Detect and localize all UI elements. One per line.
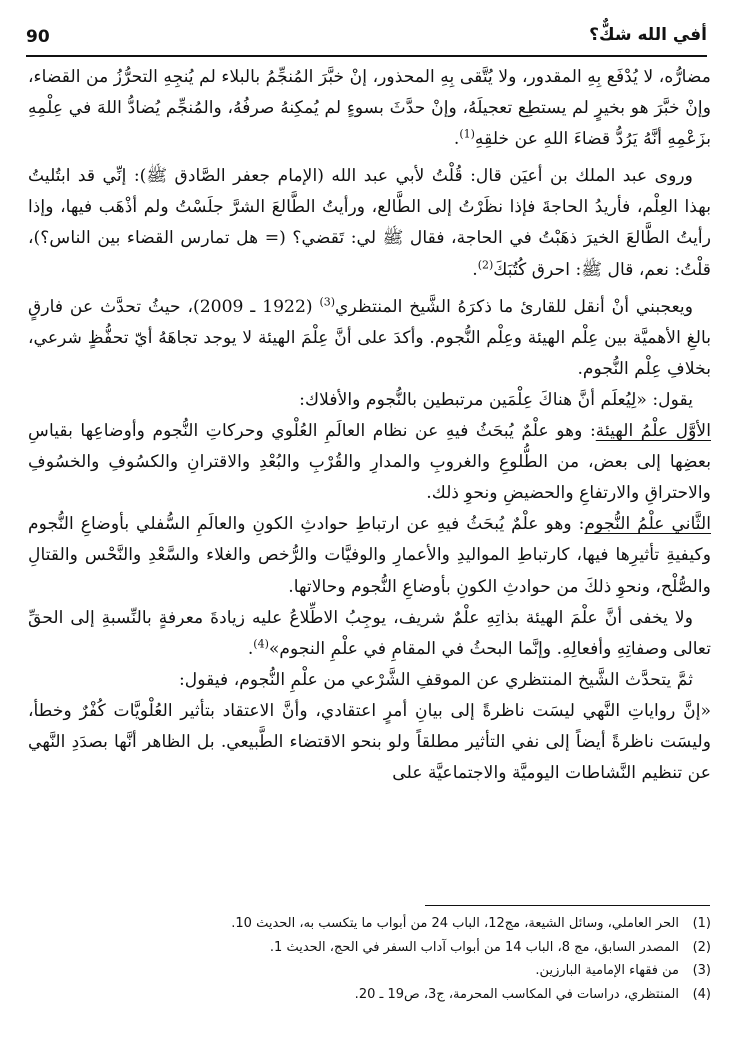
paragraph-3-text-b: (1922 ـ 2009)، حيثُ تحدَّث عن فارقٍ بالغِ الأهميَّة بين عِلْم الهيئة وعِلْم النُّجوم. وأكدَ على أنَّ عِلْمَ الهيئة لا يوجد تجاهَهُ أيّ تحفُّظٍ شرعي، بخلافِ عِلْم النُّجوم. (28, 296, 711, 379)
paragraph-4: يقول: «لِيُعلَم أنَّ هناكَ عِلْمَين مرتبطين بالنُّجوم والأفلاك: (299, 389, 693, 410)
paragraph-9: «إنَّ رواياتِ النَّهي ليسَت ناظرةً إلى بيانِ أمرٍ اعتقادي، وأنَّ الاعتقاد بتأثير العُلْويَّات كُفْرٌ وخطأ، وليسَت ناظرةً أيضاً إلى نفي التأثير مطلقاً ولو بنحو الاقتضاء الطَّبيعي. بل الظاهر أنَّها بصدَدِ النَّهي عن تنظيم النَّشاطات اليوميَّة والاجتماعيَّة على (28, 700, 711, 784)
page-header (26, 25, 707, 57)
paragraph-3 (28, 292, 711, 385)
footnote-text: من فقهاء الإمامية البارزين. (535, 963, 679, 978)
footnote-number: (2) (692, 939, 711, 955)
term-astrology: الثَّاني علْمُ النُّجوم (584, 514, 711, 535)
paragraph-7 (28, 603, 711, 665)
paragraph-6-text: : وهو علْمٌ يُبحَثُ فيهِ عن ارتباطِ حوادثِ الكونِ والعالَمِ السُّفلي بأوضاعِ النُّجوم وكيفيةِ تأثيرِها فيها، كارتباطِ المواليدِ والأعمارِ والوفيَّات والرُّخص والغلاء والسَّعْدِ والنَّحْس والقتالِ والصُّلْح، ونحوِ ذلكَ من حوادثِ الكونِ بأوضاعِ النُّجوم وحالاتها. (28, 514, 711, 597)
footnote-text: المنتظري، دراسات في المكاسب المحرمة، ج3، ص19 ـ 20. (354, 986, 679, 1002)
footnote-item (28, 983, 711, 1007)
footnote-item (28, 912, 711, 936)
running-title: أفي الله شكٌّ؟ (589, 25, 707, 45)
paragraph-5-text: : وهو علْمٌ يُبحَثُ فيهِ عن نظام العالَمِ العُلْوي وحركاتِ النُّجوم وأوضاعِها بقياسِ بعضِها إلى بعض، من الطُّلوعِ والغروبِ والمدارِ والقُرْبِ والبُعْدِ والاقترانِ والكسُوفِ والخسُوفِ والاحتراقِ والارتفاعِ والحضيضِ ونحوِ ذلك. (28, 421, 711, 504)
paragraph-1-end: . (453, 129, 460, 150)
footnote-ref-3: (3) (319, 294, 336, 308)
paragraph-3-text-a: ويعجبني أنْ أنقل للقارئ ما ذكرَهُ الشَّيخ المنتظري (335, 296, 693, 317)
footnote-ref-2: (2) (477, 257, 494, 271)
footnote-item (28, 959, 711, 983)
footnotes (28, 912, 711, 1006)
page-body (28, 62, 711, 789)
paragraph-1-text: مضارُّه، لا يُدْفَع بِهِ المقدور، ولا يُتَّقى بِهِ المحذور، إنْ خبَّرَ المُنجِّمُ بالبلاء لم يُنجِهِ التحرُّزُ من القضاء، وإنْ خبَّرَ هو بخيرٍ لم يستطِع تعجيلَهُ، وإنْ حدَّثَ بسوءٍ لم يُمكِنهُ صرفُهُ، والمُنجِّم يُضادُّ اللهَ في عِلْمِهِ بزَعْمِهِ أنَّهُ يَرُدُّ قضاءَ اللهِ عن خلقِهِ (28, 67, 711, 150)
footnote-text: الحر العاملي، وسائل الشيعة، مج12، الباب 24 من أبواب ما يتكسب به، الحديث 10. (231, 916, 679, 931)
term-astronomy: الأوَّل علْمُ الهيئة (595, 421, 711, 442)
paragraph-2 (28, 161, 711, 285)
footnote-number: (3) (692, 963, 711, 978)
footnote-ref-4: (4) (253, 636, 269, 650)
paragraph-1 (28, 62, 711, 155)
paragraph-6 (28, 509, 711, 602)
footnote-text: المصدر السابق، مج 8، الباب 14 من أبواب آداب السفر في الحج، الحديث 1. (269, 939, 679, 955)
page-number: 90 (26, 27, 50, 47)
paragraph-7-text: ولا يخفى أنَّ علْمَ الهيئة بذاتِهِ علْمٌ شريف، يوجِبُ الاطِّلاعُ عليه زيادةَ معرفةٍ بالنِّسبةِ إلى الحقِّ تعالى وصفاتِهِ وأفعالِهِ. وإنَّما البحثُ في المقامِ في علْمِ النجوم» (28, 607, 711, 659)
paragraph-7-end: . (247, 638, 254, 659)
paragraph-8: ثمَّ يتحدَّث الشَّيخ المنتظري عن الموقفِ الشَّرْعي من علْمِ النُّجوم، فيقول: (179, 669, 693, 690)
footnote-divider (425, 905, 710, 906)
footnote-ref-1: (1) (459, 127, 475, 141)
paragraph-2-end: . (472, 259, 478, 280)
footnote-item (28, 936, 711, 960)
paragraph-5 (28, 416, 711, 509)
paragraph-2-text: وروى عبد الملك بن أعيَن قال: قُلْتُ لأبي عبد الله (الإمام جعفر الصَّادق ﷺ): إنِّي قد ابتُليتُ بهذا العِلْم، فأريدُ الحاجةَ فإذا نظَرْتُ إلى الطَّالع، ورأيتُ الطَّالعَ الشرَّ جلَسْتُ ولم أذْهَب فيها، وإذا رأيتُ الطَّالعَ الخيرَ ذهَبْتُ في الحاجة، فقال ﷺ لي: تَقضي؟ (= هل تمارس القضاء بين الناس؟)، قلْتُ: نعم، قال ﷺ: احرق كُتُبَكَ (28, 166, 711, 280)
footnote-number: (1) (692, 916, 711, 931)
footnote-number: (4) (692, 986, 711, 1002)
